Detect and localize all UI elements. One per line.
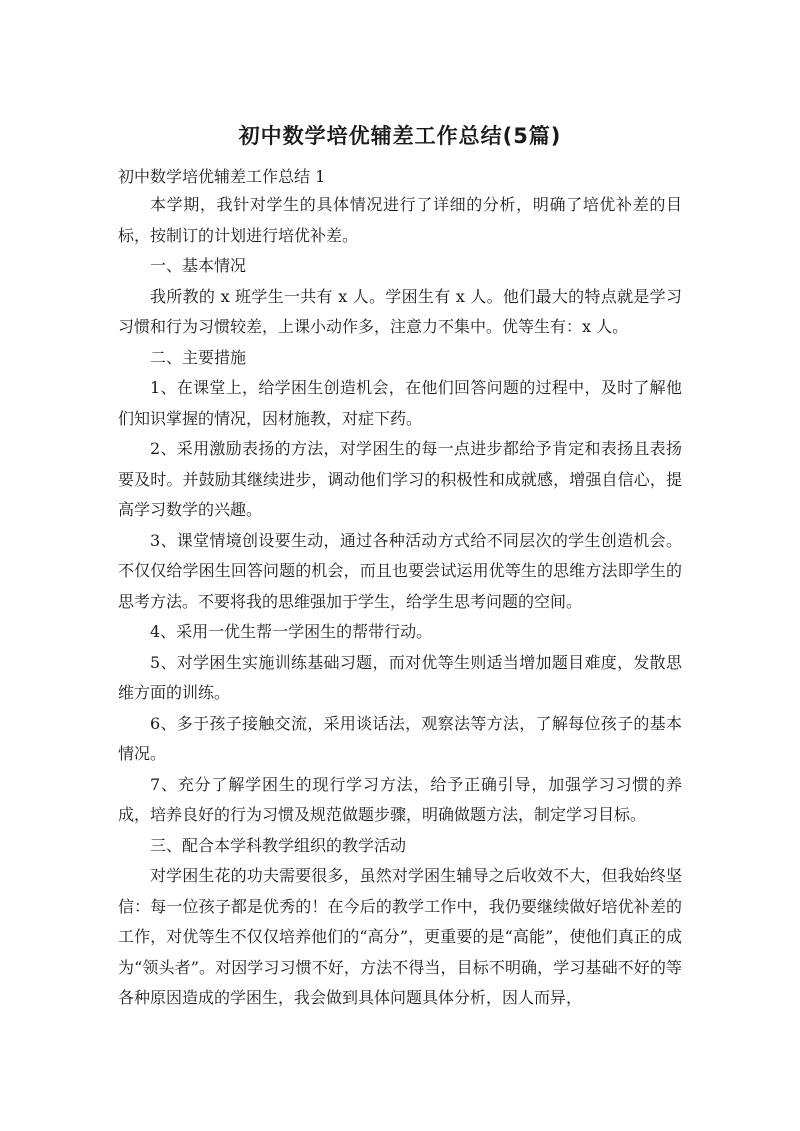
document-body [118,190,682,1014]
document-subtitle: 初中数学培优辅差工作总结 1 [118,167,326,186]
document-title: 初中数学培优辅差工作总结(5篇) [238,124,562,148]
paragraph-measure-3: 3、课堂情境创设要生动，通过各种活动方式给不同层次的学生创造机会。不仅仅给学困生回答问题的机会，而且也要尝试运用优等生的思维方法即学生的思考方法。不要将我的思维强加于学生，给学生思考问题的空间。 [118,530,682,611]
section-heading-teaching-activities: 三、配合本学科教学组织的教学活动 [150,835,407,855]
paragraph-measure-6: 6、多于孩子接触交流，采用谈话法，观察法等方法，了解每位孩子的基本情况。 [118,713,682,763]
paragraph-basic-situation: 我所教的 x 班学生一共有 x 人。学困生有 x 人。他们最大的特点就是学习习惯和行为习惯较差，上课小动作多，注意力不集中。优等生有：x 人。 [118,286,682,336]
paragraph-measure-2: 2、采用激励表扬的方法，对学困生的每一点进步都给予肯定和表扬且表扬要及时。并鼓励其继续进步，调动他们学习的积极性和成就感，增强自信心，提高学习数学的兴趣。 [118,439,682,519]
paragraph-measure-5: 5、对学困生实施训练基础习题，而对优等生则适当增加题目难度，发散思维方面的训练。 [118,652,682,702]
paragraph-measure-1: 1、在课堂上，给学困生创造机会，在他们回答问题的过程中，及时了解他们知识掌握的情况，因材施教，对症下药。 [118,378,682,428]
paragraph-teaching-activities: 对学困生花的功夫需要很多，虽然对学困生辅导之后收效不大，但我始终坚信：每一位孩子都是优秀的！在今后的教学工作中，我仍要继续做好培优补差的工作，对优等生不仅仅培养他们的“高分”，更重要的是“高能”，使他们真正的成为“领头者”。对因学习习惯不好，方法不得当，目标不明确，学习基础不好的等各种原因造成的学困生，我会做到具体问题具体分析，因人而异， [118,866,682,1007]
section-heading-basic-situation: 一、基本情况 [150,256,247,275]
paragraph-measure-4: 4、采用一优生帮一学困生的帮带行动。 [150,622,433,641]
paragraph-intro: 本学期，我针对学生的具体情况进行了详细的分析，明确了培优补差的目标，按制订的计划进行培优补差。 [118,195,682,245]
section-heading-main-measures: 二、主要措施 [150,347,247,367]
paragraph-measure-7: 7、充分了解学困生的现行学习方法，给予正确引导，加强学习习惯的养成，培养良好的行为习惯及规范做题步骤，明确做题方法，制定学习目标。 [118,774,682,824]
